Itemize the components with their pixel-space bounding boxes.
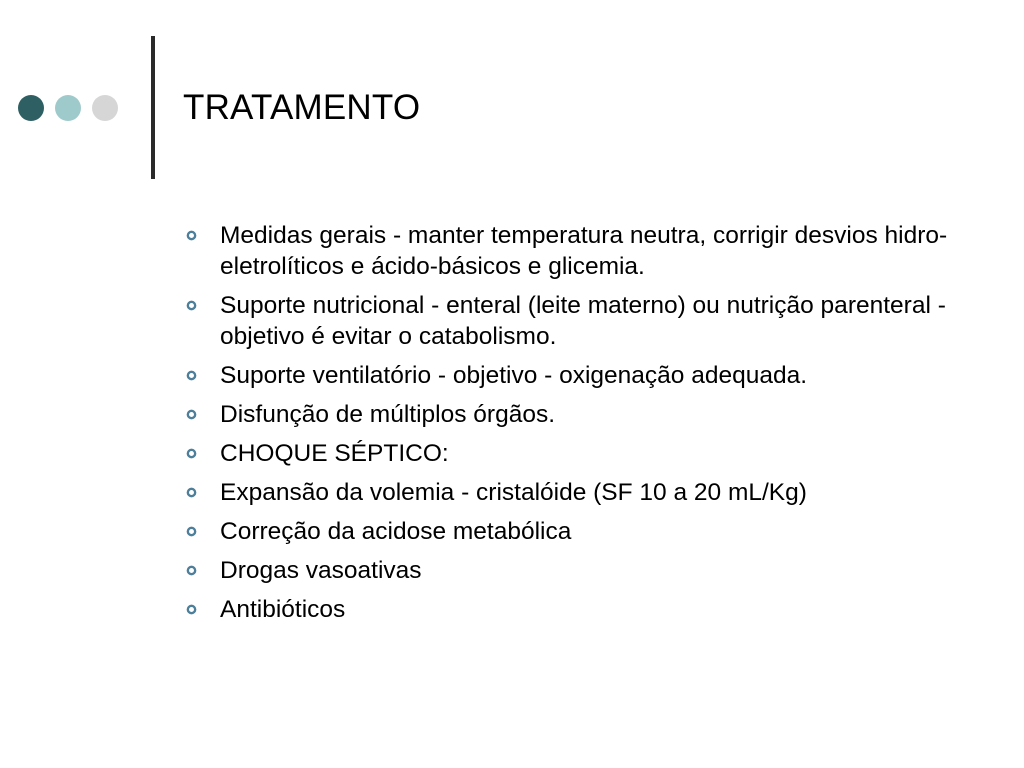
list-item	[183, 477, 973, 508]
bullet-icon	[186, 409, 197, 420]
bullet-icon	[186, 300, 197, 311]
bullet-text: Suporte ventilatório - objetivo - oxigenação adequada.	[220, 362, 808, 389]
bullet-text: Correção da acidose metabólica	[220, 518, 572, 545]
bullet-icon	[186, 526, 197, 537]
list-item	[183, 360, 973, 391]
list-item	[183, 220, 973, 282]
bullet-icon	[186, 604, 197, 615]
dot-gray-icon	[92, 95, 118, 121]
bullet-text: Suporte nutricional - enteral (leite materno) ou nutrição parenteral - objetivo é evitar o catabolismo.	[220, 292, 946, 350]
dot-teal-icon	[55, 95, 81, 121]
title-divider	[151, 36, 155, 179]
bullet-text: CHOQUE SÉPTICO:	[220, 440, 449, 467]
bullet-icon	[186, 487, 197, 498]
list-item	[183, 594, 973, 625]
bullet-icon	[186, 230, 197, 241]
bullet-list	[183, 220, 973, 633]
bullet-text: Medidas gerais - manter temperatura neutra, corrigir desvios hidro-eletrolíticos e ácido-básicos e glicemia.	[220, 222, 948, 280]
slide-title: TRATAMENTO	[183, 88, 421, 127]
bullet-icon	[186, 448, 197, 459]
list-item	[183, 516, 973, 547]
dot-dark-icon	[18, 95, 44, 121]
list-item	[183, 290, 973, 352]
bullet-icon	[186, 370, 197, 381]
bullet-text: Antibióticos	[220, 596, 346, 623]
list-item	[183, 555, 973, 586]
bullet-text: Drogas vasoativas	[220, 557, 422, 584]
list-item	[183, 399, 973, 430]
bullet-icon	[186, 565, 197, 576]
bullet-text: Expansão da volemia - cristalóide (SF 10 a 20 mL/Kg)	[220, 479, 807, 506]
bullet-text: Disfunção de múltiplos órgãos.	[220, 401, 556, 428]
list-item	[183, 438, 973, 469]
decorative-dots	[18, 94, 118, 122]
